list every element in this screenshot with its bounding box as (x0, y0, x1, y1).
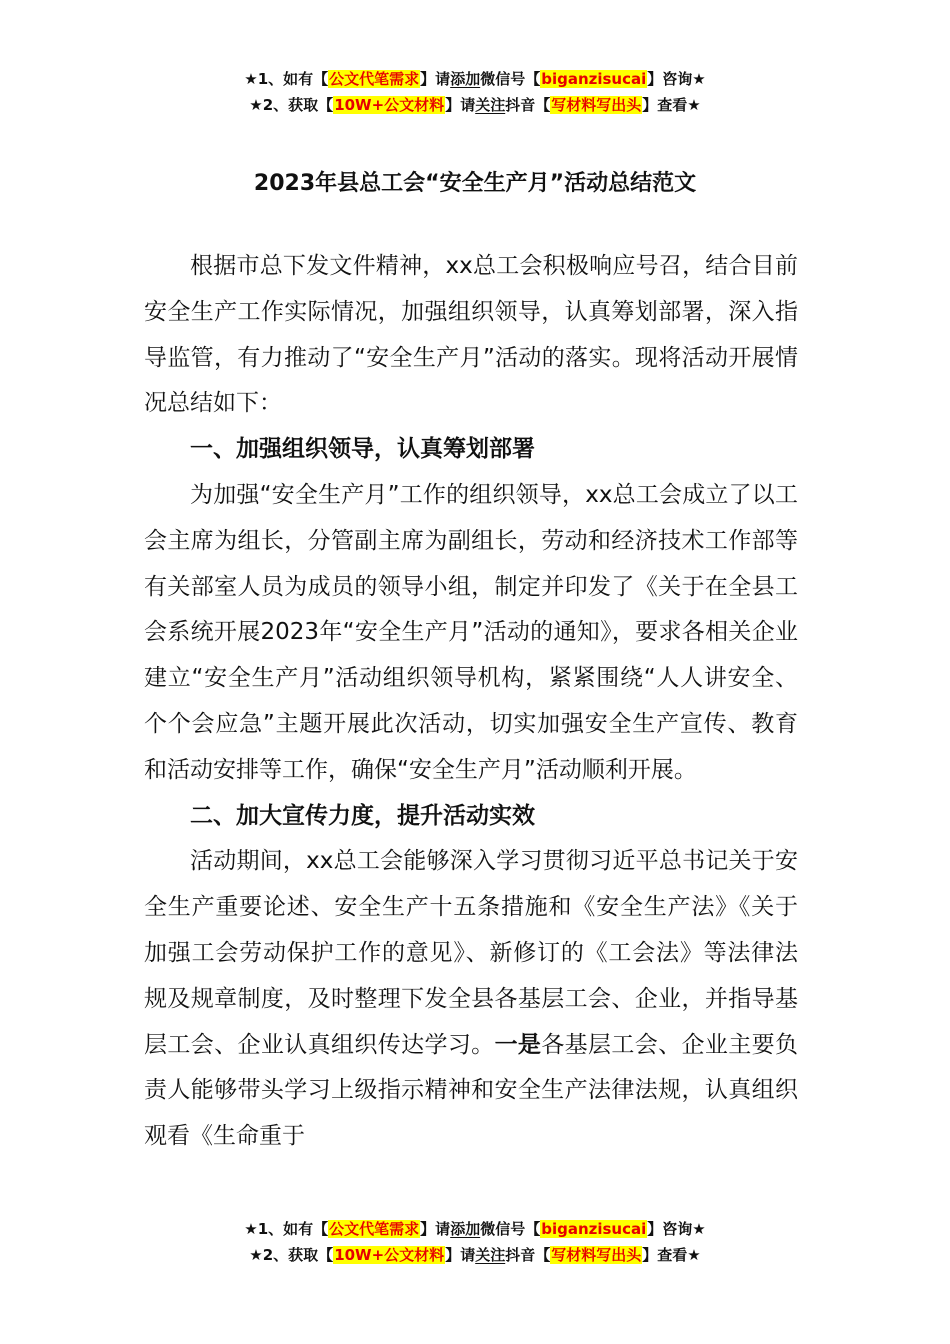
bold-lead: 一是 (494, 1031, 542, 1058)
ad-line-1: ★1、如有【公文代笔需求】请添加微信号【biganzisucai】咨询★ (244, 1220, 706, 1238)
document-body (144, 244, 798, 1160)
section-2-paragraph: 活动期间，xx总工会能够深入学习贯彻习近平总书记关于安全生产重要论述、安全生产十五条措施和《安全生产法》《关于加强工会劳动保护工作的意见》、新修订的《工会法》等法律法规及规章制度，及时整理下发全县各基层工会、企业，并指导基层工会、企业认真组织传达学习。一是各基层工会、企业主要负责人能够带头学习上级指示精神和安全生产法律法规，认真组织观看《生命重于 (144, 848, 799, 1150)
header-ad-banner (0, 66, 950, 118)
section-1-heading: 一、加强组织领导，认真筹划部署 (190, 436, 535, 463)
ad-highlight: biganzisucai (541, 1220, 647, 1238)
section-2-heading: 二、加大宣传力度，提升活动实效 (190, 802, 535, 829)
ad-highlight: 公文代笔需求 (329, 1220, 420, 1238)
ad-line-1: ★1、如有【公文代笔需求】请添加微信号【biganzisucai】咨询★ (244, 70, 706, 88)
intro-paragraph: 根据市总下发文件精神，xx总工会积极响应号召，结合目前安全生产工作实际情况，加强组织领导，认真筹划部署，深入指导监管，有力推动了“安全生产月”活动的落实。现将活动开展情况总结如下： (144, 253, 798, 417)
ad-highlight: 10W+公文材料 (334, 1246, 445, 1264)
ad-highlight: 写材料写出头 (551, 1246, 642, 1264)
section-1-paragraph: 为加强“安全生产月”工作的组织领导，xx总工会成立了以工会主席为组长，分管副主席为副组长，劳动和经济技术工作部等有关部室人员为成员的领导小组，制定并印发了《关于在全县工会系统开展2023年“安全生产月”活动的通知》，要求各相关企业建立“安全生产月”活动组织领导机构，紧紧围绕“人人讲安全、个个会应急”主题开展此次活动，切实加强安全生产宣传、教育和活动安排等工作，确保“安全生产月”活动顺利开展。 (144, 481, 798, 783)
document-title: 2023年县总工会“安全生产月”活动总结范文 (253, 171, 697, 196)
ad-line-2: ★2、获取【10W+公文材料】请关注抖音【写材料写出头】查看★ (249, 96, 701, 114)
ad-line-2: ★2、获取【10W+公文材料】请关注抖音【写材料写出头】查看★ (249, 1246, 701, 1264)
ad-highlight: 公文代笔需求 (329, 70, 420, 88)
ad-highlight: 写材料写出头 (551, 96, 642, 114)
ad-highlight: 10W+公文材料 (334, 96, 445, 114)
footer-ad-banner (0, 1216, 950, 1268)
ad-highlight: biganzisucai (541, 70, 647, 88)
